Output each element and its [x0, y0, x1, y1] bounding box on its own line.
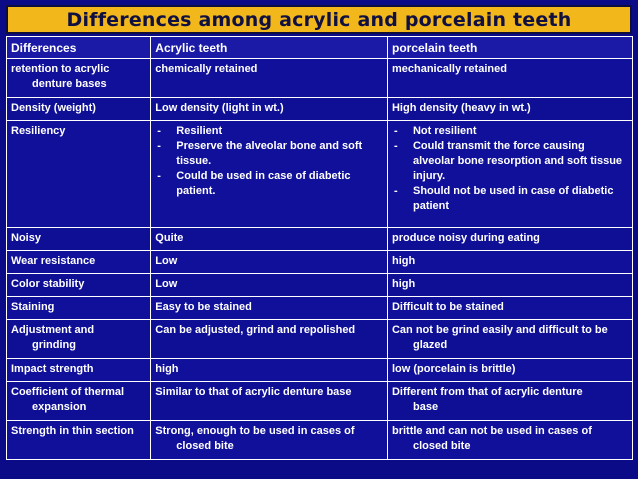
row-feature: Density (weight) — [7, 98, 151, 121]
row-acrylic: chemically retained — [151, 59, 388, 98]
row-acrylic: Strong, enough to be used in cases of closed bite — [151, 421, 388, 460]
row-acrylic: Low — [151, 274, 388, 297]
row-feature: Wear resistance — [7, 251, 151, 274]
row-porcelain: brittle and can not be used in cases of closed bite — [387, 421, 632, 460]
table-row — [7, 228, 633, 251]
row-feature: Strength in thin section — [7, 421, 151, 460]
header-acrylic: Acrylic teeth — [151, 37, 388, 59]
row-porcelain: Can not be grind easily and difficult to be glazed — [387, 320, 632, 359]
table-row — [7, 251, 633, 274]
row-porcelain: produce noisy during eating — [387, 228, 632, 251]
table-row — [7, 421, 633, 460]
row-acrylic: Easy to be stained — [151, 297, 388, 320]
header-differences: Differences — [7, 37, 151, 59]
row-acrylic: Can be adjusted, grind and repolished — [151, 320, 388, 359]
table-header-row — [7, 37, 633, 59]
table-row — [7, 382, 633, 421]
table-row — [7, 98, 633, 121]
row-porcelain: Difficult to be stained — [387, 297, 632, 320]
slide-title: Differences among acrylic and porcelain teeth — [66, 9, 572, 31]
row-acrylic: high — [151, 359, 388, 382]
table-row — [7, 274, 633, 297]
header-porcelain: porcelain teeth — [387, 37, 632, 59]
comparison-table — [6, 36, 633, 460]
row-feature: retention to acrylic denture bases — [7, 59, 151, 98]
row-acrylic: Low density (light in wt.) — [151, 98, 388, 121]
list-item: - Resilient — [155, 124, 383, 139]
row-porcelain: low (porcelain is brittle) — [387, 359, 632, 382]
list-item: - Could transmit the force causing alveolar bone resorption and soft tissue injury. — [392, 139, 628, 184]
row-feature: Noisy — [7, 228, 151, 251]
table-row — [7, 297, 633, 320]
row-porcelain: high — [387, 251, 632, 274]
row-feature: Staining — [7, 297, 151, 320]
row-feature: Impact strength — [7, 359, 151, 382]
row-porcelain — [387, 121, 632, 228]
row-porcelain: Different from that of acrylic denture base — [387, 382, 632, 421]
slide-title-bar — [6, 5, 632, 34]
porcelain-resiliency-list — [392, 124, 628, 214]
row-acrylic: Low — [151, 251, 388, 274]
list-item: - Preserve the alveolar bone and soft tissue. — [155, 139, 383, 169]
acrylic-resiliency-list — [155, 124, 383, 199]
row-feature: Color stability — [7, 274, 151, 297]
row-porcelain: high — [387, 274, 632, 297]
table-row — [7, 320, 633, 359]
row-acrylic — [151, 121, 388, 228]
table-row — [7, 59, 633, 98]
list-item: - Could be used in case of diabetic patient. — [155, 169, 383, 199]
row-porcelain: High density (heavy in wt.) — [387, 98, 632, 121]
row-acrylic: Quite — [151, 228, 388, 251]
row-porcelain: mechanically retained — [387, 59, 632, 98]
row-feature: Resiliency — [7, 121, 151, 228]
list-item: - Should not be used in case of diabetic patient — [392, 184, 628, 214]
table-row — [7, 359, 633, 382]
list-item: - Not resilient — [392, 124, 628, 139]
table-row — [7, 121, 633, 228]
row-feature: Coefficient of thermal expansion — [7, 382, 151, 421]
row-acrylic: Similar to that of acrylic denture base — [151, 382, 388, 421]
row-feature: Adjustment and grinding — [7, 320, 151, 359]
